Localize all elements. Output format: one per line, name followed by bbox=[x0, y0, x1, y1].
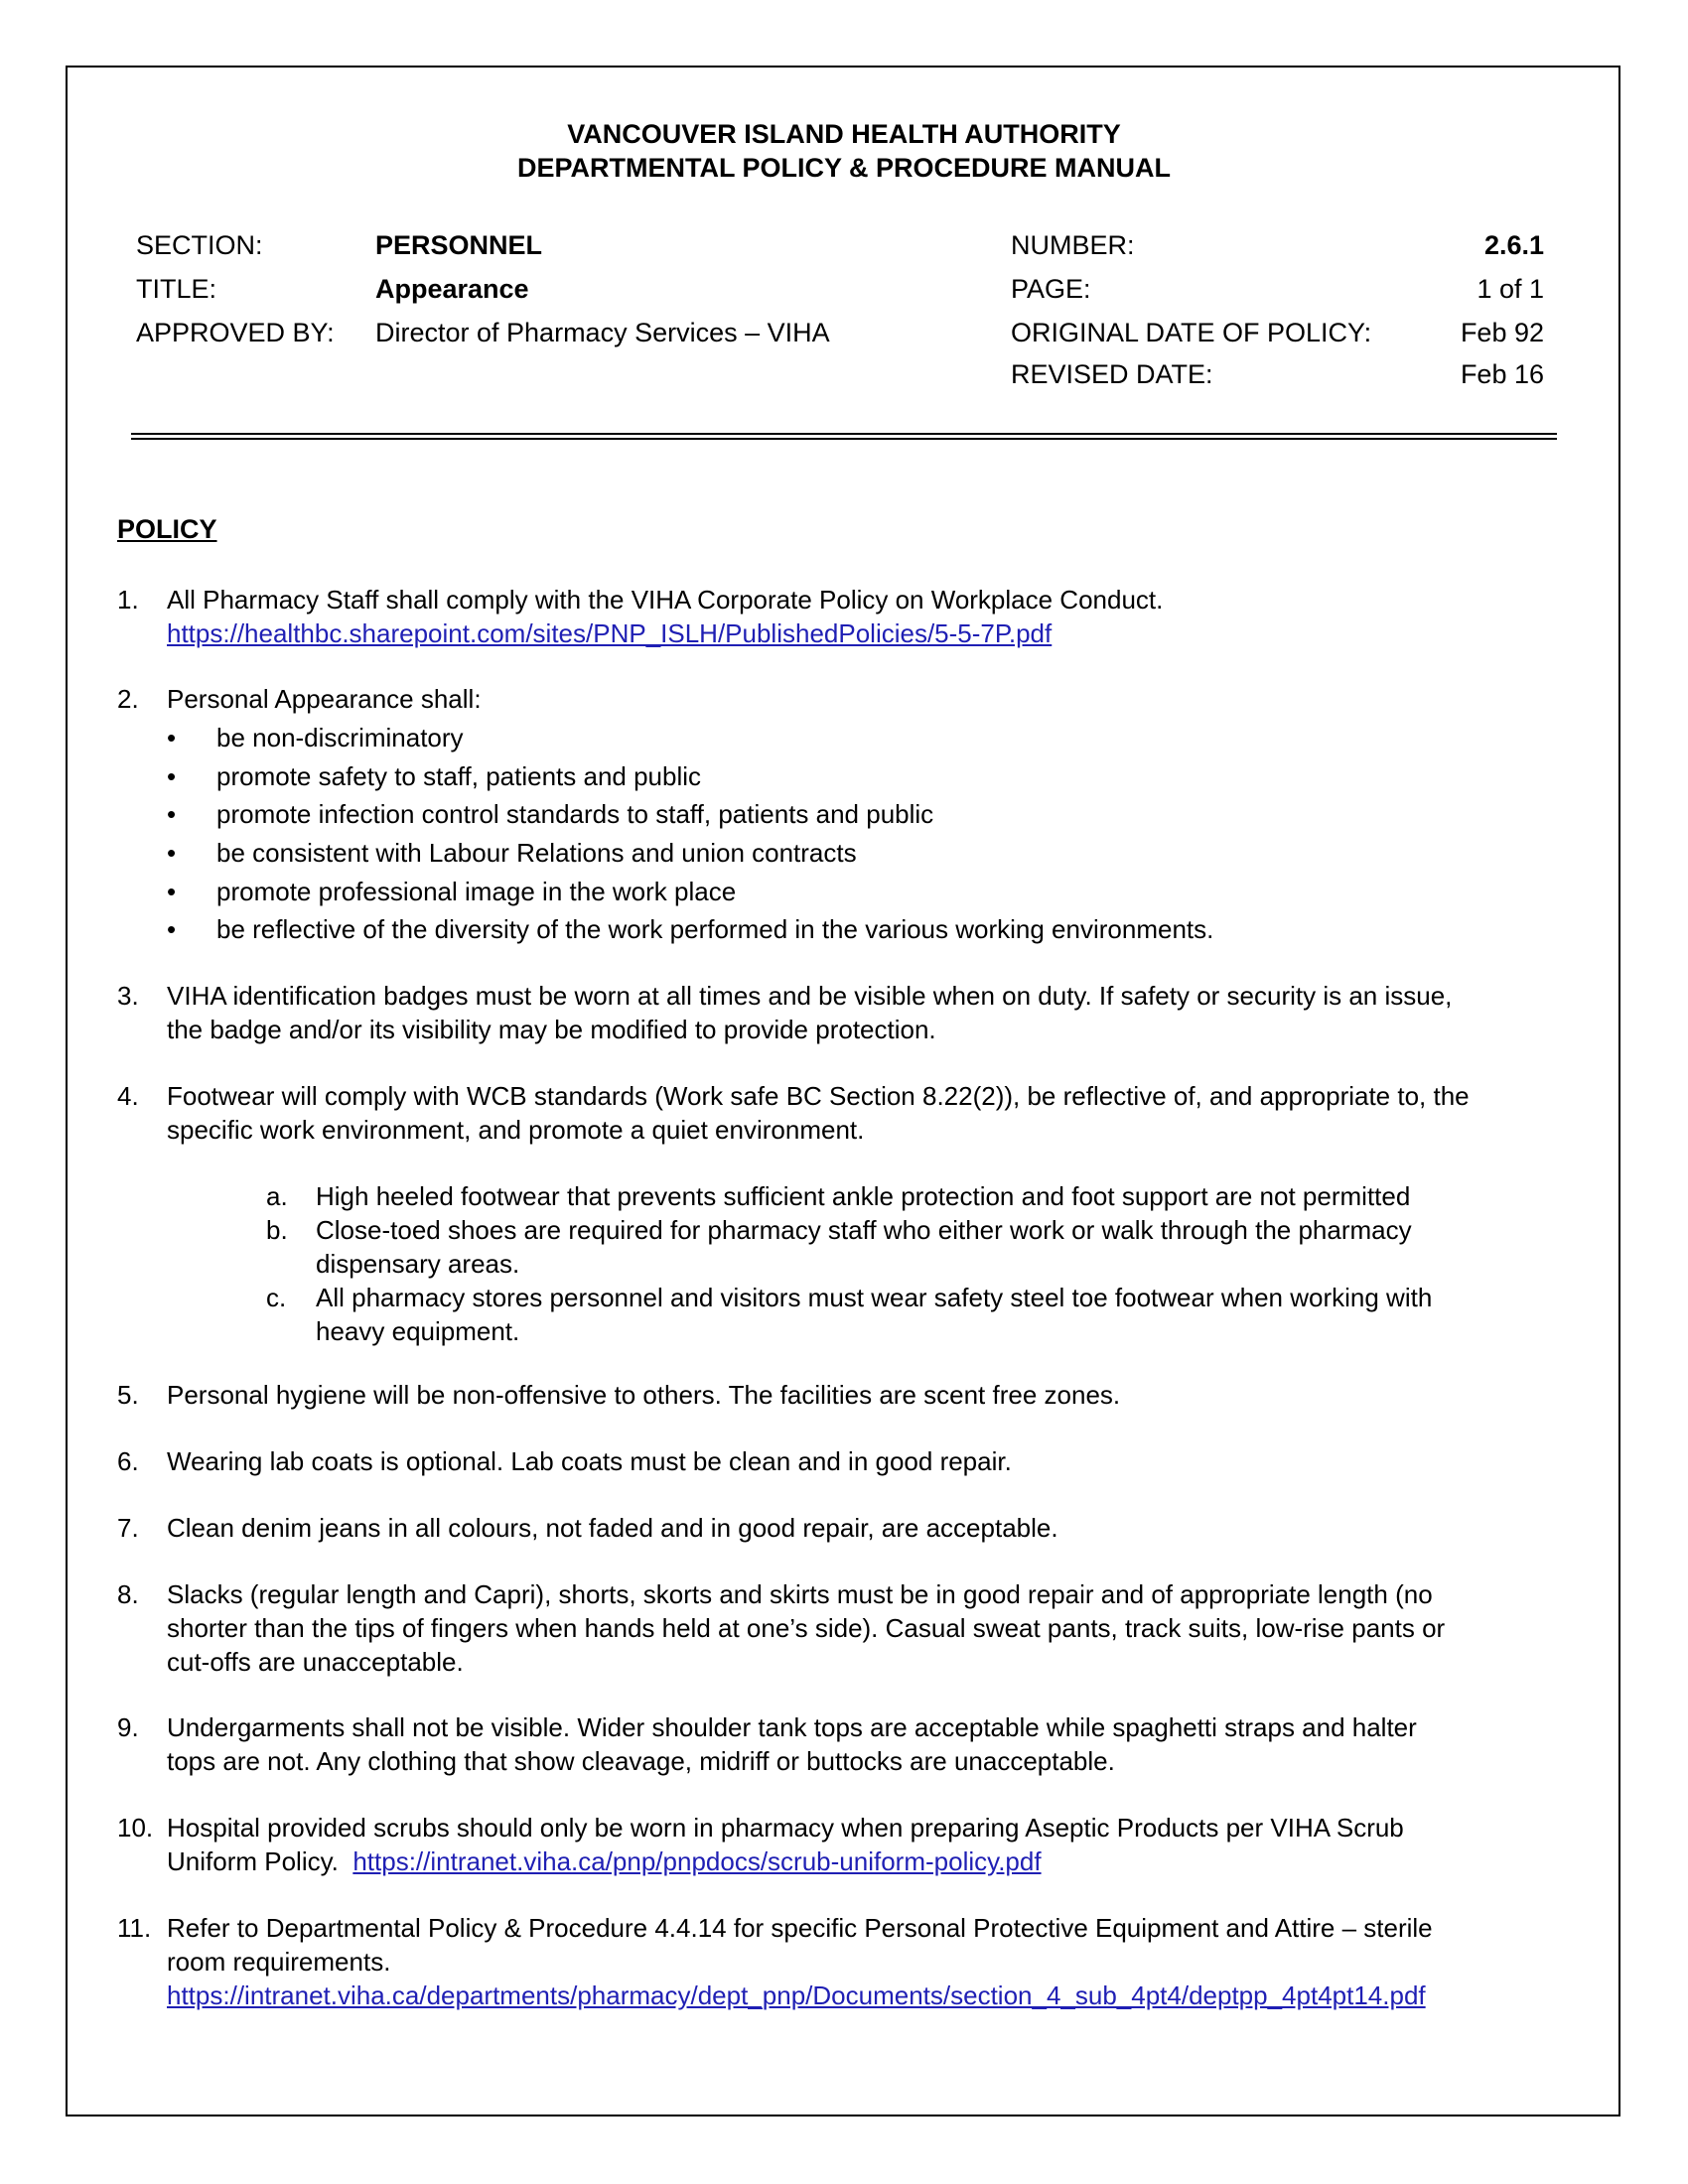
page-label: PAGE: bbox=[1011, 274, 1091, 304]
policy-heading: POLICY bbox=[117, 514, 217, 544]
bullet-icon: • bbox=[167, 760, 177, 791]
item-number: 1. bbox=[117, 585, 139, 614]
item-number: 3. bbox=[117, 981, 139, 1011]
title-label: TITLE: bbox=[136, 274, 217, 304]
page-value: 1 of 1 bbox=[1477, 274, 1544, 304]
item-number: 7. bbox=[117, 1513, 139, 1543]
item-number: 11. bbox=[117, 1913, 152, 1943]
item-number: 9. bbox=[117, 1712, 139, 1742]
header-rule-top bbox=[131, 433, 1557, 435]
item-number: 6. bbox=[117, 1446, 139, 1476]
revised-date-value: Feb 16 bbox=[1460, 359, 1544, 389]
approved-by-value: Director of Pharmacy Services – VIHA bbox=[375, 318, 830, 347]
bullet-icon: • bbox=[167, 838, 177, 869]
section-value: PERSONNEL bbox=[375, 230, 543, 260]
scrub-uniform-policy-link[interactable]: https://intranet.viha.ca/pnp/pnpdocs/scrub-uniform-policy.pdf bbox=[352, 1846, 1042, 1876]
item-text: All Pharmacy Staff shall comply with the VIHA Corporate Policy on Workplace Conduct. bbox=[167, 585, 1164, 614]
item-number: 4. bbox=[117, 1081, 139, 1111]
bullet-icon: • bbox=[167, 799, 177, 830]
item-number: 10. bbox=[117, 1813, 154, 1843]
item-number: 2. bbox=[117, 684, 139, 714]
organization-title: VANCOUVER ISLAND HEALTH AUTHORITY bbox=[567, 119, 1121, 149]
original-date-value: Feb 92 bbox=[1460, 318, 1544, 347]
bullet-icon: • bbox=[167, 914, 177, 945]
manual-title: DEPARTMENTAL POLICY & PROCEDURE MANUAL bbox=[516, 153, 1172, 183]
item-text: Personal Appearance shall: bbox=[167, 684, 482, 714]
number-value: 2.6.1 bbox=[1483, 230, 1544, 260]
section-label: SECTION: bbox=[136, 230, 263, 260]
item-number: 8. bbox=[117, 1579, 139, 1609]
original-date-label: ORIGINAL DATE OF POLICY: bbox=[1011, 318, 1372, 347]
number-label: NUMBER: bbox=[1011, 230, 1135, 260]
bullet-icon: • bbox=[167, 723, 177, 752]
workplace-conduct-link[interactable]: https://healthbc.sharepoint.com/sites/PNP_ISLH/PublishedPolicies/5-5-7P.pdf bbox=[167, 618, 1053, 648]
item-number: 5. bbox=[117, 1380, 139, 1410]
sterile-room-policy-link[interactable]: https://intranet.viha.ca/departments/pharmacy/dept_pnp/Documents/section_4_sub_4pt4/deptpp_4pt4pt14.pdf bbox=[167, 1980, 1426, 2010]
approved-by-label: APPROVED BY: bbox=[136, 318, 335, 347]
bullet-icon: • bbox=[167, 876, 177, 906]
revised-date-label: REVISED DATE: bbox=[1011, 359, 1213, 389]
header-rule-bottom bbox=[131, 438, 1557, 440]
title-value: Appearance bbox=[375, 274, 529, 304]
